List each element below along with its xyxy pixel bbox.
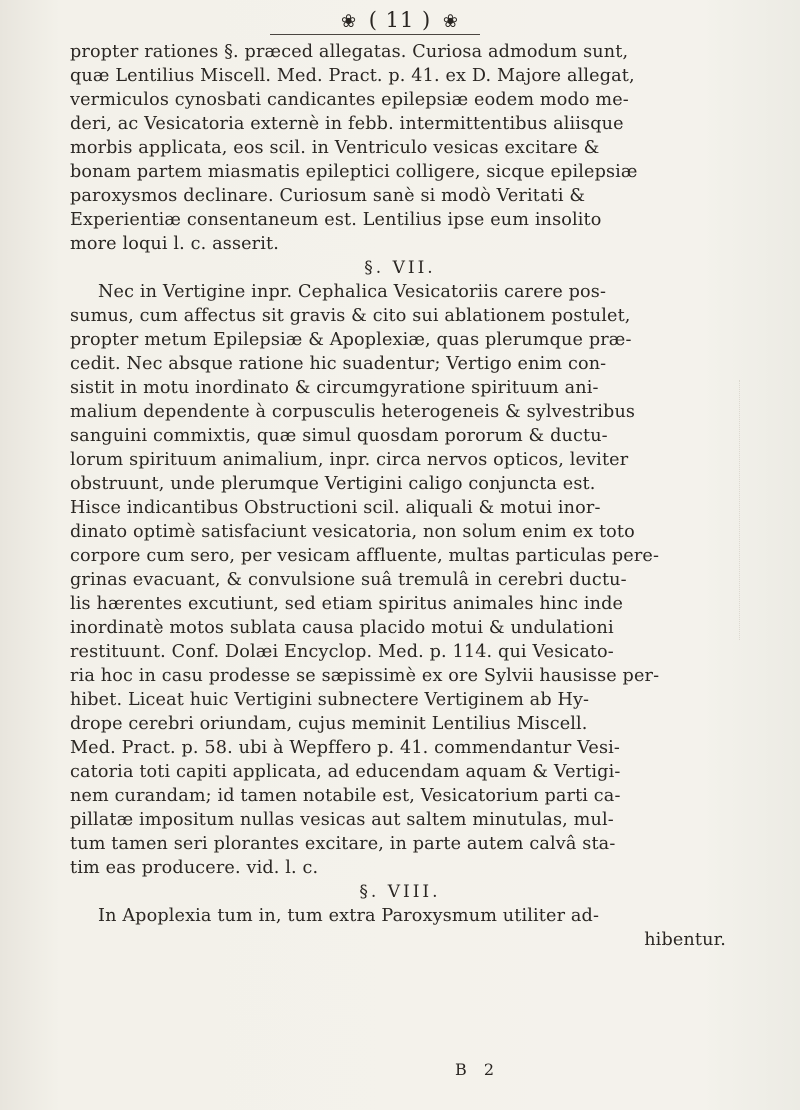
text-line: propter metum Epilepsiæ & Apoplexiæ, quas plerumque præ- bbox=[70, 330, 632, 350]
ornament-right-icon: ❀ bbox=[442, 11, 460, 32]
text-line: lis hærentes excutiunt, sed etiam spiritus animales hinc inde bbox=[70, 594, 624, 614]
text-line: Hisce indicantibus Obstructioni scil. aliquali & motui inor- bbox=[70, 498, 601, 518]
text-line: nem curandam; id tamen notabile est, Vesicatorium parti ca- bbox=[70, 786, 621, 806]
text-line: vermiculos cynosbati candicantes epilepsiæ eodem modo me- bbox=[70, 90, 629, 110]
text-line: dinato optimè satisfaciunt vesicatoria, non solum enim ex toto bbox=[70, 522, 635, 542]
paragraph-6-end bbox=[70, 40, 730, 256]
text-line: quæ Lentilius Miscell. Med. Pract. p. 41. ex D. Majore allegat, bbox=[70, 66, 635, 86]
text-line: tim eas producere. vid. l. c. bbox=[70, 858, 319, 878]
text-line: propter rationes §. præced allegatas. Curiosa admodum sunt, bbox=[70, 42, 629, 62]
text-line: more loqui l. c. asserit. bbox=[70, 234, 279, 254]
text-line: drope cerebri oriundam, cujus meminit Lentilius Miscell. bbox=[70, 714, 588, 734]
text-line: pillatæ impositum nullas vesicas aut saltem minutulas, mul- bbox=[70, 810, 614, 830]
text-line: bonam partem miasmatis epileptici colligere, sicque epilepsiæ bbox=[70, 162, 638, 182]
text-line: deri, ac Vesicatoria externè in febb. intermittentibus aliisque bbox=[70, 114, 624, 134]
text-line: corpore cum sero, per vesicam affluente, multas particulas pere- bbox=[70, 546, 660, 566]
text-line: paroxysmos declinare. Curiosum sanè si modò Veritati & bbox=[70, 186, 586, 206]
text-line: obstruunt, unde plerumque Vertigini caligo conjuncta est. bbox=[70, 474, 596, 494]
text-line: Experientiæ consentaneum est. Lentilius ipse eum insolito bbox=[70, 210, 602, 230]
text-line: restituunt. Conf. Dolæi Encyclop. Med. p. 114. qui Vesicato- bbox=[70, 642, 614, 662]
paragraph-8 bbox=[70, 904, 730, 928]
page-header bbox=[0, 8, 800, 32]
body-text bbox=[70, 40, 730, 952]
text-line: Med. Pract. p. 58. ubi à Wepffero p. 41. commendantur Vesi- bbox=[70, 738, 621, 758]
section-heading-7: §. VII. bbox=[364, 258, 436, 278]
paragraph-7 bbox=[70, 280, 730, 880]
text-line: grinas evacuant, & convulsione suâ tremulâ in cerebri ductu- bbox=[70, 570, 627, 590]
text-line: catoria toti capiti applicata, ad educendam aquam & Vertigi- bbox=[70, 762, 621, 782]
text-line: malium dependente à corpusculis heterogeneis & sylvestribus bbox=[70, 402, 636, 422]
text-line: lorum spirituum animalium, inpr. circa nervos opticos, leviter bbox=[70, 450, 629, 470]
text-line: tum tamen seri plorantes excitare, in parte autem calvâ sta- bbox=[70, 834, 616, 854]
text-line-last: hibentur. bbox=[644, 930, 726, 950]
text-line: ria hoc in casu prodesse se sæpissimè ex ore Sylvii hausisse per- bbox=[70, 666, 660, 686]
text-line: hibet. Liceat huic Vertigini subnectere Vertiginem ab Hy- bbox=[70, 690, 590, 710]
section-heading-8: §. VIII. bbox=[359, 882, 441, 902]
text-line: sistit in motu inordinato & circumgyratione spirituum ani- bbox=[70, 378, 599, 398]
ornament-left-icon: ❀ bbox=[340, 11, 358, 32]
text-line: inordinatè motos sublata causa placido motui & undulationi bbox=[70, 618, 614, 638]
page-number: ( 11 ) bbox=[368, 8, 432, 32]
header-rule bbox=[270, 34, 480, 35]
text-line: In Apoplexia tum in, tum extra Paroxysmum utiliter ad- bbox=[98, 906, 600, 926]
text-line: cedit. Nec absque ratione hic suadentur; Vertigo enim con- bbox=[70, 354, 607, 374]
text-line: sanguini commixtis, quæ simul quosdam pororum & ductu- bbox=[70, 426, 608, 446]
text-line: Nec in Vertigine inpr. Cephalica Vesicatoriis carere pos- bbox=[98, 282, 607, 302]
margin-stain bbox=[739, 380, 780, 640]
text-line: sumus, cum affectus sit gravis & cito sui ablationem postulet, bbox=[70, 306, 631, 326]
text-line: morbis applicata, eos scil. in Ventriculo vesicas excitare & bbox=[70, 138, 600, 158]
signature-mark: B 2 bbox=[455, 1060, 501, 1079]
